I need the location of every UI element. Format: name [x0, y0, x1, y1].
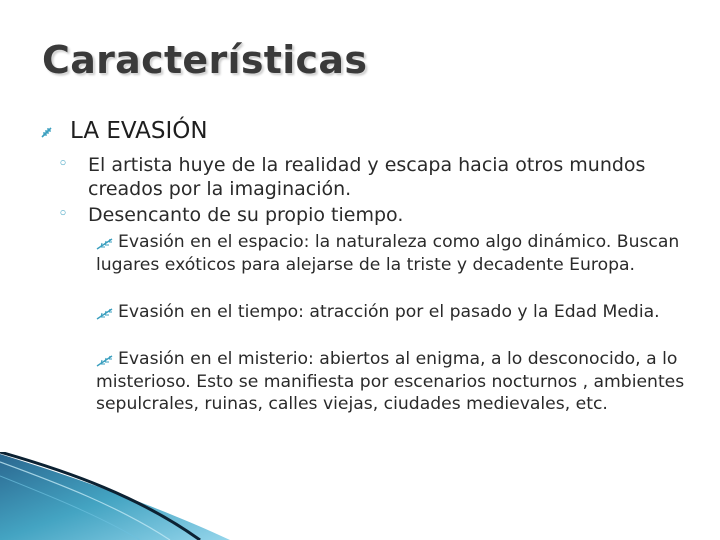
circle-bullet-icon: ◦	[58, 204, 69, 224]
bullet-level1	[40, 118, 208, 144]
bullet-level2-item	[58, 203, 678, 227]
bullet-level3-item	[96, 301, 716, 324]
bullet-level3-text: Evasión en el tiempo: atracción por el pasado y la Edad Media.	[118, 302, 660, 322]
feather-bullet-icon	[96, 235, 114, 258]
bullet-level2-text: El artista huye de la realidad y escapa hacia otros mundos creados por la imaginación.	[88, 154, 646, 200]
feather-bullet-icon	[96, 352, 114, 375]
circle-bullet-icon: ◦	[58, 154, 69, 174]
bullet-level3-text: Evasión en el misterio: abiertos al enigma, a lo desconocido, a lo misterioso. Esto se manifiesta por escenarios nocturnos , ambientes sepulcrales, ruinas, calles viejas, ciudades medievales, etc.	[96, 349, 685, 414]
bullet-level3-text: Evasión en el espacio: la naturaleza como algo dinámico. Buscan lugares exóticos para alejarse de la triste y decadente Europa.	[96, 232, 680, 275]
bullet-level3-item	[96, 231, 716, 276]
bullet-level2-item	[58, 153, 678, 201]
bullet-level1-text: LA EVASIÓN	[70, 118, 208, 144]
decorative-wave-graphic	[0, 452, 720, 540]
bullet-level2-text: Desencanto de su propio tiempo.	[88, 204, 404, 226]
feather-bullet-icon	[40, 118, 70, 144]
slide-title: Características	[42, 38, 368, 82]
feather-bullet-icon	[96, 305, 114, 328]
bullet-level3-item	[96, 348, 716, 416]
